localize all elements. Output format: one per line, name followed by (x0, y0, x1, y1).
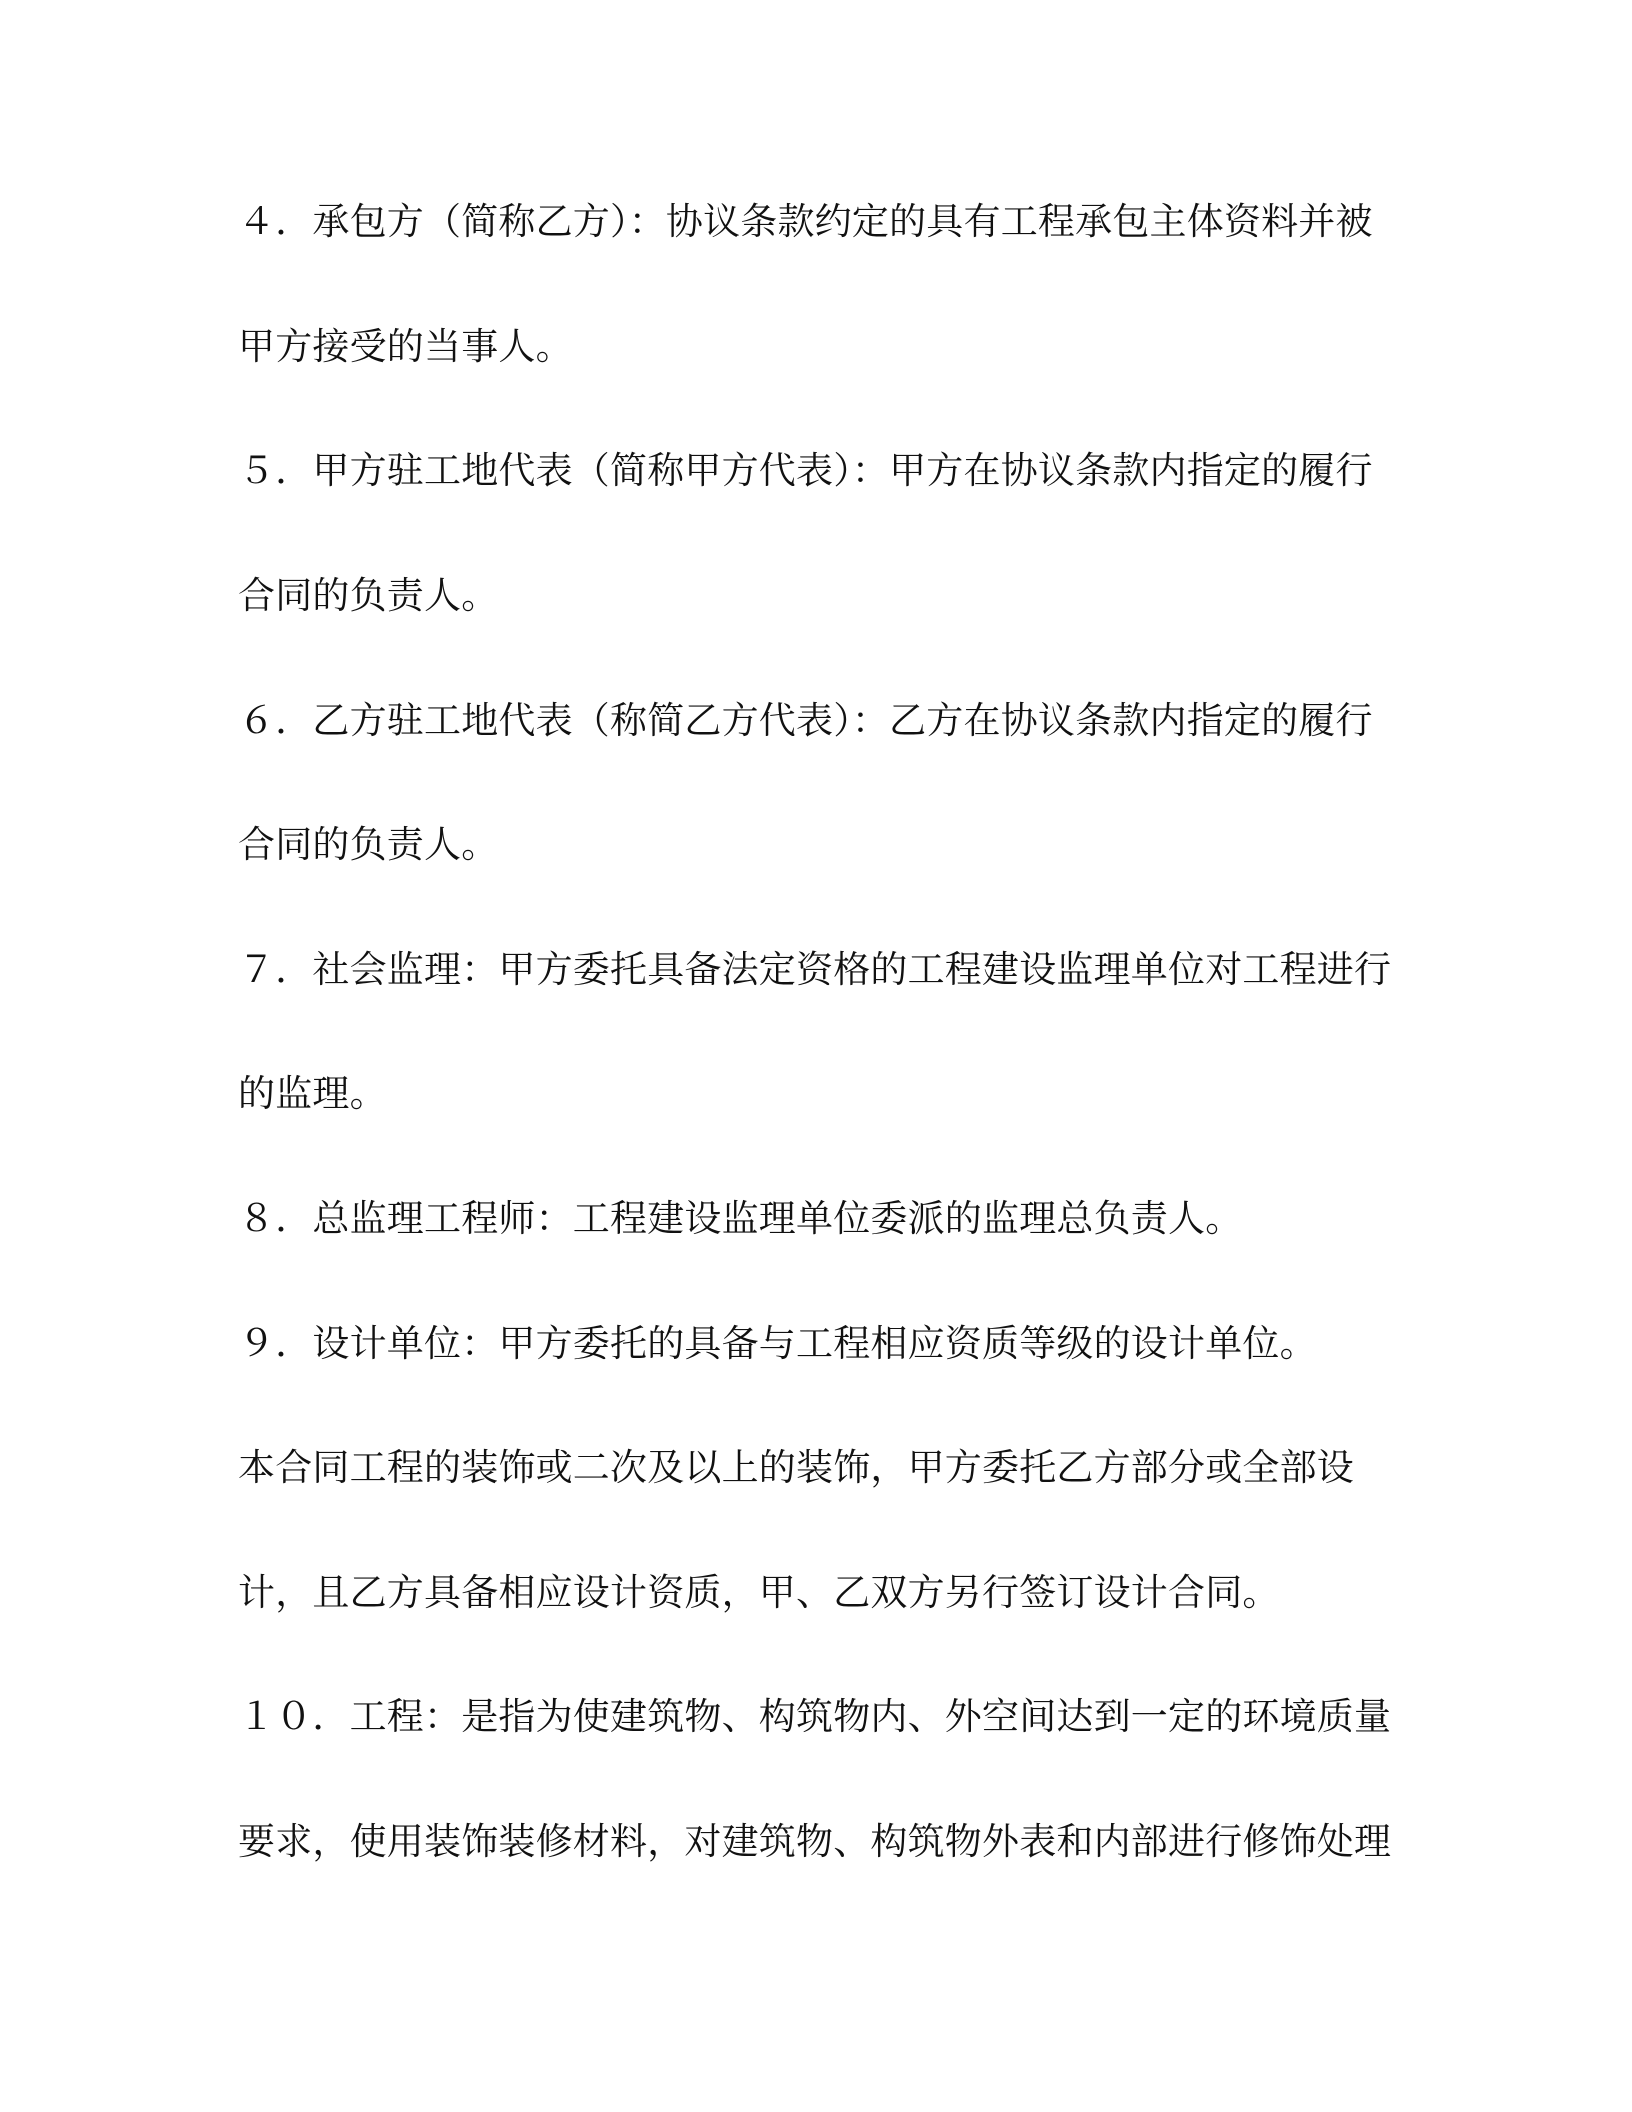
text-line: 计，且乙方具备相应设计资质，甲、乙双方另行签订设计合同。 (238, 1571, 1280, 1614)
text-line: １０．工程：是指为使建筑物、构筑物内、外空间达到一定的环境质量 (238, 1695, 1392, 1738)
text-line: 本合同工程的装饰或二次及以上的装饰，甲方委托乙方部分或全部设 (238, 1446, 1354, 1489)
text-line: 合同的负责人。 (238, 574, 499, 617)
text-line: ６．乙方驻工地代表（称简乙方代表）：乙方在协议条款内指定的履行 (238, 699, 1373, 742)
text-line: ４．承包方（简称乙方）：协议条款约定的具有工程承包主体资料并被 (238, 200, 1373, 243)
text-line: ７．社会监理：甲方委托具备法定资格的工程建设监理单位对工程进行 (238, 948, 1392, 991)
text-line: 甲方接受的当事人。 (238, 325, 573, 368)
text-line: 要求，使用装饰装修材料，对建筑物、构筑物外表和内部进行修饰处理 (238, 1820, 1392, 1863)
text-line: ８．总监理工程师：工程建设监理单位委派的监理总负责人。 (238, 1197, 1243, 1240)
text-line: ９．设计单位：甲方委托的具备与工程相应资质等级的设计单位。 (238, 1322, 1317, 1365)
text-line: ５．甲方驻工地代表（简称甲方代表）：甲方在协议条款内指定的履行 (238, 449, 1373, 492)
text-line: 合同的负责人。 (238, 823, 499, 866)
text-line: 的监理。 (238, 1072, 387, 1115)
